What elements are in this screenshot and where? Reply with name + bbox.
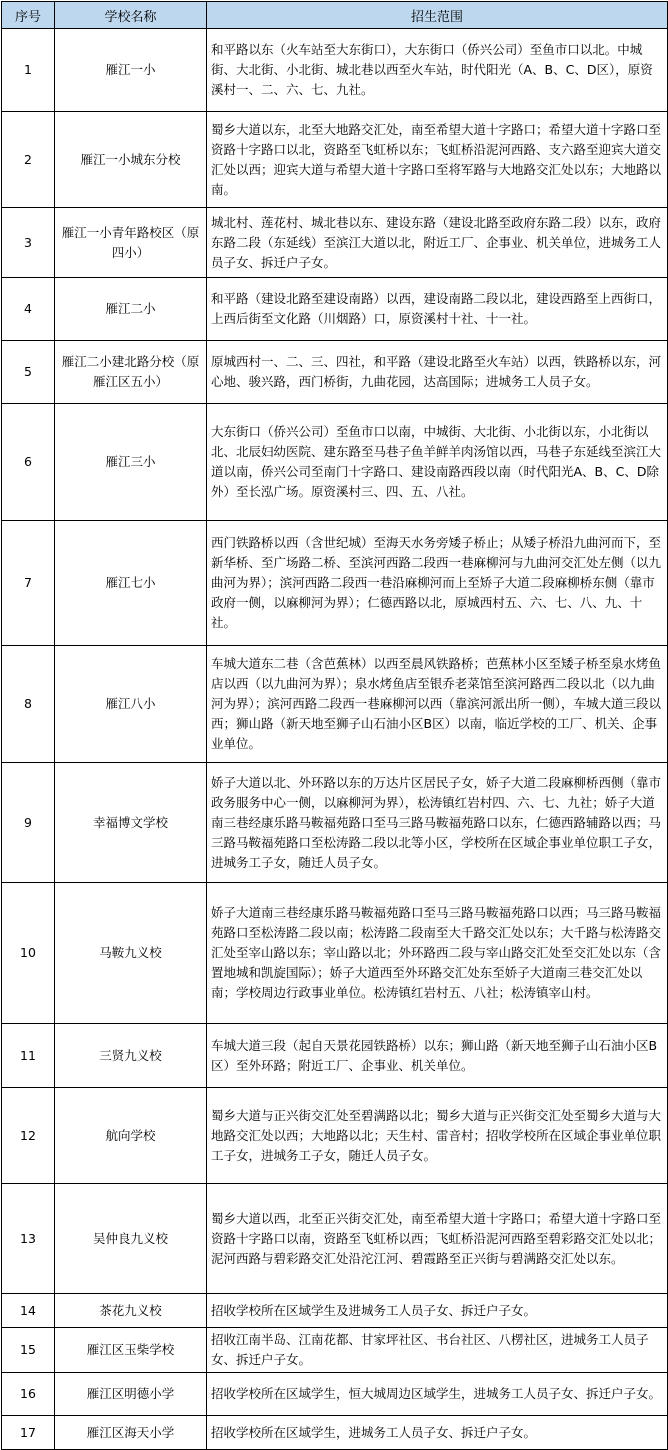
table-row [2, 404, 668, 521]
table-row [2, 521, 668, 646]
row-number: 8 [2, 646, 55, 763]
row-number: 4 [2, 278, 55, 341]
school-name: 雁江三小 [55, 404, 207, 521]
enrollment-scope: 蜀乡大道以东，北至大地路交汇处，南至希望大道十字路口；希望大道十字路口至资路十字路口以北，资路至飞虹桥以东；飞虹桥沿泥河西路、支六路至迎宾大道交汇处以西；迎宾大道与希望大道十字路口至将军路与大地路交汇处以东；大地路以南。 [207, 112, 668, 208]
school-name: 幸福博文学校 [55, 763, 207, 883]
school-name: 雁江八小 [55, 646, 207, 763]
row-number: 17 [2, 1416, 55, 1450]
enrollment-scope: 车城大道东二巷（含芭蕉林）以西至晨风铁路桥；芭蕉林小区至矮子桥至泉水烤鱼店以西（以九曲河为界）；泉水烤鱼店至银乔老菜馆至滨河路西二段以北（以九曲河为界）；滨河西路二段西一巷麻柳河以西（靠滨河派出所一侧），车城大道三段以西；狮山路（新天地至狮子山石油小区B区）以南，临近学校的工厂、机关、企事业单位。 [207, 646, 668, 763]
school-name: 航向学校 [55, 1088, 207, 1184]
school-name: 马鞍九义校 [55, 883, 207, 1024]
row-number: 16 [2, 1373, 55, 1416]
row-number: 13 [2, 1184, 55, 1294]
school-name: 雁江二小 [55, 278, 207, 341]
school-name: 雁江区玉柴学校 [55, 1328, 207, 1373]
enrollment-scope: 招收学校所在区域学生，进城务工人员子女、拆迁户子女。 [207, 1416, 668, 1450]
table-row [2, 763, 668, 883]
table-row [2, 1416, 668, 1450]
table-row [2, 278, 668, 341]
enrollment-scope: 和平路以东（火车站至大东街口），大东街口（侨兴公司）至鱼市口以北。中城街、大北街、小北街、城北巷以西至火车站，时代阳光（A、B、C、D区），原资溪村一、二、六、七、九社。 [207, 29, 668, 112]
enrollment-scope: 蜀乡大道以西，北至正兴街交汇处，南至希望大道十字路口；希望大道十字路口至资路十字路口以南，资路至飞虹桥以西；飞虹桥沿泥河西路至碧彩路交汇处以北；泥河西路与碧彩路交汇处沿沱江河、碧霞路至正兴街与碧满路交汇处以东。 [207, 1184, 668, 1294]
school-name: 三贤九义校 [55, 1024, 207, 1088]
enrollment-table [1, 1, 668, 1450]
enrollment-scope: 和平路（建设北路至建设南路）以西，建设南路二段以北，建设西路至上西街口，上西后街至文化路（川烟路）口，原资溪村十社、十一社。 [207, 278, 668, 341]
row-number: 15 [2, 1328, 55, 1373]
header-scope: 招生范围 [207, 2, 668, 29]
enrollment-scope: 蜀乡大道与正兴街交汇处至碧满路以北；蜀乡大道与正兴街交汇处至蜀乡大道与大地路交汇处以西；大地路以北；天生村、雷音村；招收学校所在区域企事业单位职工子女，进城务工子女，随迁人员子女。 [207, 1088, 668, 1184]
row-number: 5 [2, 341, 55, 404]
row-number: 12 [2, 1088, 55, 1184]
table-row [2, 883, 668, 1024]
row-number: 2 [2, 112, 55, 208]
table-row [2, 341, 668, 404]
enrollment-scope: 招收江南半岛、江南花都、甘家坪社区、书台社区、八楞社区，进城务工人员子女、拆迁户子女。 [207, 1328, 668, 1373]
school-name: 雁江一小青年路校区（原四小） [55, 208, 207, 278]
enrollment-scope: 城北村、莲花村、城北巷以东、建设东路（建设北路至政府东路二段）以东，政府东路二段（东延线）至滨江大道以北，附近工厂、企事业、机关单位，进城务工人员子女、拆迁户子女。 [207, 208, 668, 278]
row-number: 3 [2, 208, 55, 278]
header-row [2, 2, 668, 29]
enrollment-scope: 车城大道三段（起自天景花园铁路桥）以东；狮山路（新天地至狮子山石油小区B区）至外环路；附近工厂、企事业、机关单位。 [207, 1024, 668, 1088]
school-name: 雁江区明德小学 [55, 1373, 207, 1416]
table-row [2, 1328, 668, 1373]
school-name: 茶花九义校 [55, 1294, 207, 1328]
header-no: 序号 [2, 2, 55, 29]
enrollment-scope: 招收学校所在区域学生及进城务工人员子女、拆迁户子女。 [207, 1294, 668, 1328]
row-number: 7 [2, 521, 55, 646]
enrollment-scope: 大东街口（侨兴公司）至鱼市口以南，中城街、大北街、小北街以东，小北街以北、北辰妇幼医院、建东路至马巷子鱼羊鲜羊肉汤馆以西，马巷子东延线至滨江大道以南，侨兴公司至南门十字路口、建设南路西段以南（时代阳光A、B、C、D除外）至长泓广场。原资溪村三、四、五、八社。 [207, 404, 668, 521]
enrollment-scope: 原城西村一、二、三、四社，和平路（建设北路至火车站）以西，铁路桥以东，河心地、骏兴路，西门桥街，九曲花园，达高国际；进城务工人员子女。 [207, 341, 668, 404]
enrollment-scope: 招收学校所在区域学生，恒大城周边区域学生，进城务工人员子女、拆迁户子女。 [207, 1373, 668, 1416]
row-number: 11 [2, 1024, 55, 1088]
school-name: 雁江区海天小学 [55, 1416, 207, 1450]
school-name: 雁江一小城东分校 [55, 112, 207, 208]
enrollment-scope: 娇子大道以北、外环路以东的万达片区居民子女，娇子大道二段麻柳桥西侧（靠市政务服务中心一侧，以麻柳河为界），松涛镇红岩村四、六、七、九社；娇子大道南三巷经康乐路马鞍福苑路口至马三路马鞍福苑路口以东，仁德西路辅路以西；马三路马鞍福苑路口至松涛路二段以北等小区，学校所在区域企事业单位职工子女，进城务工子女，随迁人员子女。 [207, 763, 668, 883]
table-row [2, 1024, 668, 1088]
row-number: 6 [2, 404, 55, 521]
school-name: 吴仲良九义校 [55, 1184, 207, 1294]
table-row [2, 1184, 668, 1294]
table-row [2, 646, 668, 763]
table-row [2, 1373, 668, 1416]
table-row [2, 1294, 668, 1328]
enrollment-scope: 西门铁路桥以西（含世纪城）至海天水务旁矮子桥止；从矮子桥沿九曲河而下，至新华桥、至广场路二桥、至滨河西路二段西一巷麻柳河与九曲河交汇处左侧（以九曲河为界）；滨河西路二段西一巷沿麻柳河而上至矫子大道二段麻柳桥东侧（靠市政府一侧，以麻柳河为界）；仁德西路以北，原城西村五、六、七、八、九、十社。 [207, 521, 668, 646]
enrollment-scope: 娇子大道南三巷经康乐路马鞍福苑路口至马三路马鞍福苑路口以西；马三路马鞍福苑路口至松涛路二段以南；松涛路二段南至大千路交汇处以东；大千路与松涛路交汇处至宰山路以东；宰山路以北；外环路西二段与宰山路交汇处至交汇处以东（含置地城和凯旋国际）；娇子大道西至外环路交汇处东至娇子大道南三巷交汇处以南；学校周边行政事业单位。松涛镇红岩村五、八社；松涛镇宰山村。 [207, 883, 668, 1024]
table-row [2, 208, 668, 278]
school-name: 雁江一小 [55, 29, 207, 112]
school-name: 雁江二小建北路分校（原雁江区五小） [55, 341, 207, 404]
table-row [2, 1088, 668, 1184]
header-school: 学校名称 [55, 2, 207, 29]
row-number: 1 [2, 29, 55, 112]
row-number: 14 [2, 1294, 55, 1328]
table-row [2, 29, 668, 112]
row-number: 10 [2, 883, 55, 1024]
table-row [2, 112, 668, 208]
school-name: 雁江七小 [55, 521, 207, 646]
row-number: 9 [2, 763, 55, 883]
